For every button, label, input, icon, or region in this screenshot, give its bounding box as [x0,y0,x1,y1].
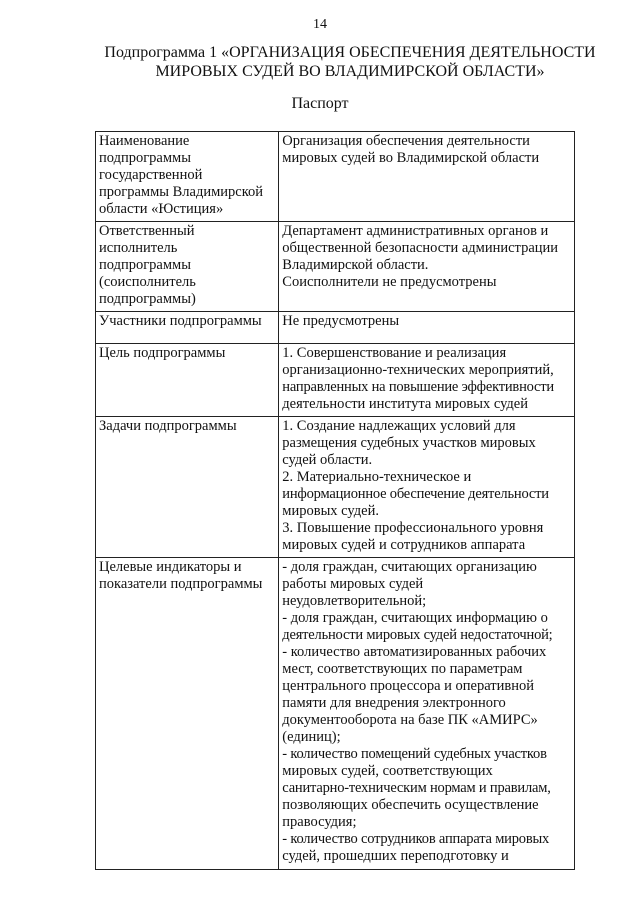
document-title [60,43,640,81]
value-line: 2. Материально-техническое и [282,469,472,485]
value-line: - доля граждан, считающих организацию [282,559,537,575]
value-line: размещения судебных участков мировых [282,435,536,451]
value-line: памяти для внедрения электронного [282,695,506,711]
row-value [279,344,575,417]
passport-table [95,131,575,870]
row-value [279,558,575,870]
value-line: 1. Создание надлежащих условий для [282,418,516,434]
page-number: 14 [313,17,327,32]
value-line: направленных на повышение эффективности [282,379,554,395]
value-line: - количество сотрудников аппарата мировых [282,831,550,847]
value-line: деятельности института мировых судей [282,396,528,412]
value-line: (единиц); [282,729,341,745]
row-value [279,222,575,312]
value-line: Не предусмотрены [282,313,400,329]
row-label: Наименование подпрограммы государственной программы Владимирской области «Юстиция» [96,132,279,222]
value-line: работы мировых судей [282,576,424,592]
value-line: центрального процессора и оперативной [282,678,534,694]
value-line: документооборота на базе ПК «АМИРС» [282,712,538,728]
row-label: Задачи подпрограммы [96,417,279,558]
row-label: Участники подпрограммы [96,312,279,344]
row-label: Ответственный исполнитель подпрограммы (соисполнитель подпрограммы) [96,222,279,312]
row-value [279,132,575,222]
value-line: позволяющих обеспечить осуществление [282,797,539,813]
value-line: деятельности мировых судей недостаточной; [282,627,553,643]
passport-row-goal [96,344,575,417]
passport-row-executor [96,222,575,312]
value-line: неудовлетворительной; [282,593,427,609]
passport-row-tasks [96,417,575,558]
value-line: 1. Совершенствование и реализация [282,345,507,361]
title-line-1: Подпрограмма 1 «ОРГАНИЗАЦИЯ ОБЕСПЕЧЕНИЯ ДЕЯТЕЛЬНОСТИ [104,44,596,61]
value-line: мировых судей и сотрудников аппарата [282,537,526,553]
value-line: Департамент административных органов и [282,223,549,239]
value-line: Соисполнители не предусмотрены [282,274,497,290]
value-line: мест, соответствующих по параметрам [282,661,523,677]
value-line: мировых судей, соответствующих [282,763,493,779]
value-line: 3. Повышение профессионального уровня [282,520,544,536]
passport-heading: Паспорт [291,95,349,112]
row-label: Целевые индикаторы и показатели подпрограммы [96,558,279,870]
title-line-2: МИРОВЫХ СУДЕЙ ВО ВЛАДИМИРСКОЙ ОБЛАСТИ» [155,63,545,80]
value-line: санитарно-техническим нормам и правилам, [282,780,551,796]
value-line: судей, прошедших переподготовку и [282,848,509,864]
row-value [279,312,575,344]
value-line: правосудия; [282,814,357,830]
value-line: Организация обеспечения деятельности [282,133,530,149]
value-line: организационно-технических мероприятий, [282,362,554,378]
passport-row-indicators [96,558,575,870]
passport-row-participants [96,312,575,344]
passport-row-name [96,132,575,222]
value-line: - количество помещений судебных участков [282,746,547,762]
value-line: Владимирской области. [282,257,429,273]
value-line: общественной безопасности администрации [282,240,559,256]
value-line: судей области. [282,452,373,468]
row-value [279,417,575,558]
value-line: информационное обеспечение деятельности [282,486,549,502]
row-label: Цель подпрограммы [96,344,279,417]
value-line: мировых судей. [282,503,379,519]
value-line: - количество автоматизированных рабочих [282,644,547,660]
value-line: мировых судей во Владимирской области [282,150,540,166]
value-line: - доля граждан, считающих информацию о [282,610,548,626]
